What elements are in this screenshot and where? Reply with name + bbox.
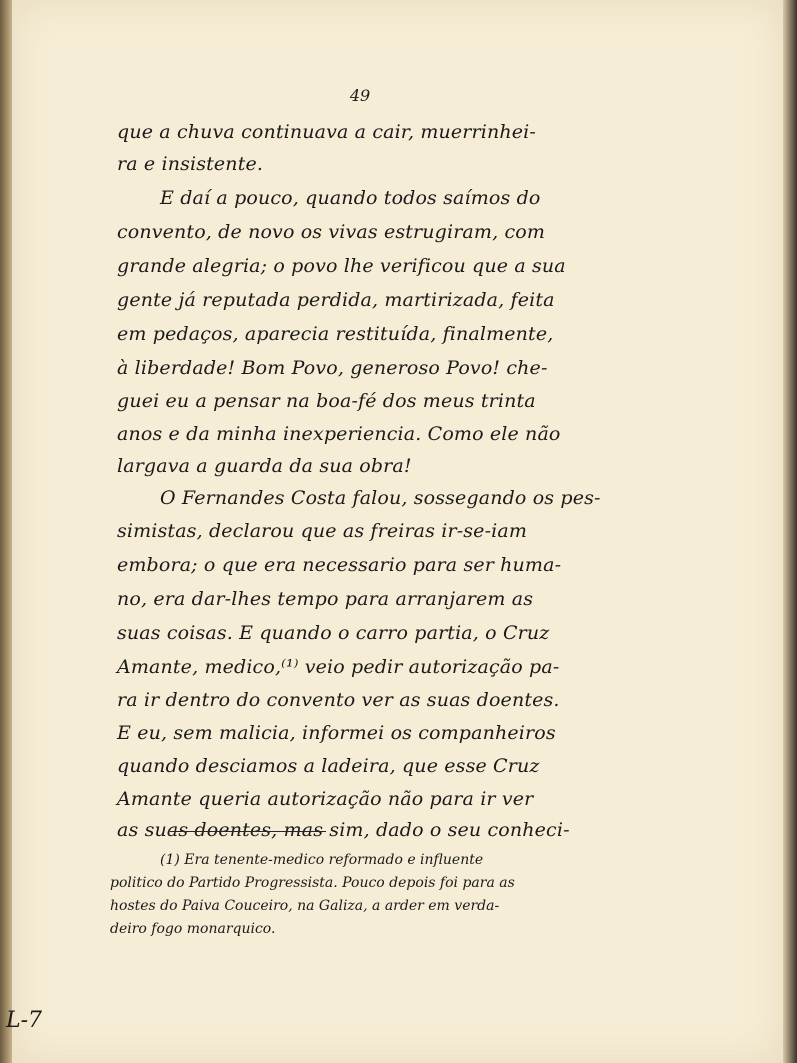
body-line: Amante queria autorização não para ir ver: [117, 788, 534, 810]
body-line: gente já reputada perdida, martirizada, feita: [117, 289, 555, 311]
page-right-edge: [783, 0, 797, 1063]
body-line: ra ir dentro do convento ver as suas doentes.: [117, 689, 560, 711]
body-line: as suas doentes, mas sim, dado o seu conheci-: [117, 819, 570, 841]
body-line: guei eu a pensar na boa-fé dos meus trinta: [117, 390, 536, 412]
body-line: O Fernandes Costa falou, sossegando os pes-: [160, 487, 601, 509]
body-line: à liberdade! Bom Povo, generoso Povo! che-: [117, 357, 548, 379]
body-line: que a chuva continuava a cair, muerrinhei-: [117, 121, 536, 143]
body-line: quando desciamos a ladeira, que esse Cruz: [117, 755, 540, 777]
body-line: em pedaços, aparecia restituída, finalmente,: [117, 323, 554, 345]
body-line: largava a guarda da sua obra!: [117, 455, 412, 477]
body-line: ra e insistente.: [117, 153, 264, 175]
footnote-line: politico do Partido Progressista. Pouco depois foi para as: [110, 875, 515, 891]
body-line: no, era dar-lhes tempo para arranjarem as: [117, 588, 534, 610]
book-spine-edge: [0, 0, 12, 1063]
body-line: Amante, medico,⁽¹⁾ veio pedir autorização pa-: [117, 656, 560, 678]
body-line: simistas, declarou que as freiras ir-se-iam: [117, 520, 528, 542]
body-line: anos e da minha inexperiencia. Como ele não: [117, 423, 561, 445]
archive-mark: L-7: [6, 1008, 43, 1033]
body-line: convento, de novo os vivas estrugiram, com: [117, 221, 546, 243]
body-line: grande alegria; o povo lhe verificou que a sua: [117, 255, 566, 277]
footnote-line: (1) Era tenente-medico reformado e influente: [160, 852, 484, 868]
footnote-divider: [170, 831, 326, 832]
footnote-line: deiro fogo monarquico.: [110, 921, 276, 937]
body-line: E eu, sem malicia, informei os companheiros: [117, 722, 556, 744]
body-line: E daí a pouco, quando todos saímos do: [160, 187, 541, 209]
footnote-line: hostes do Paiva Couceiro, na Galiza, a arder em verda-: [110, 898, 500, 914]
page-number: 49: [349, 86, 371, 105]
body-line: suas coisas. E quando o carro partia, o Cruz: [117, 622, 550, 644]
body-line: embora; o que era necessario para ser huma-: [117, 554, 562, 576]
